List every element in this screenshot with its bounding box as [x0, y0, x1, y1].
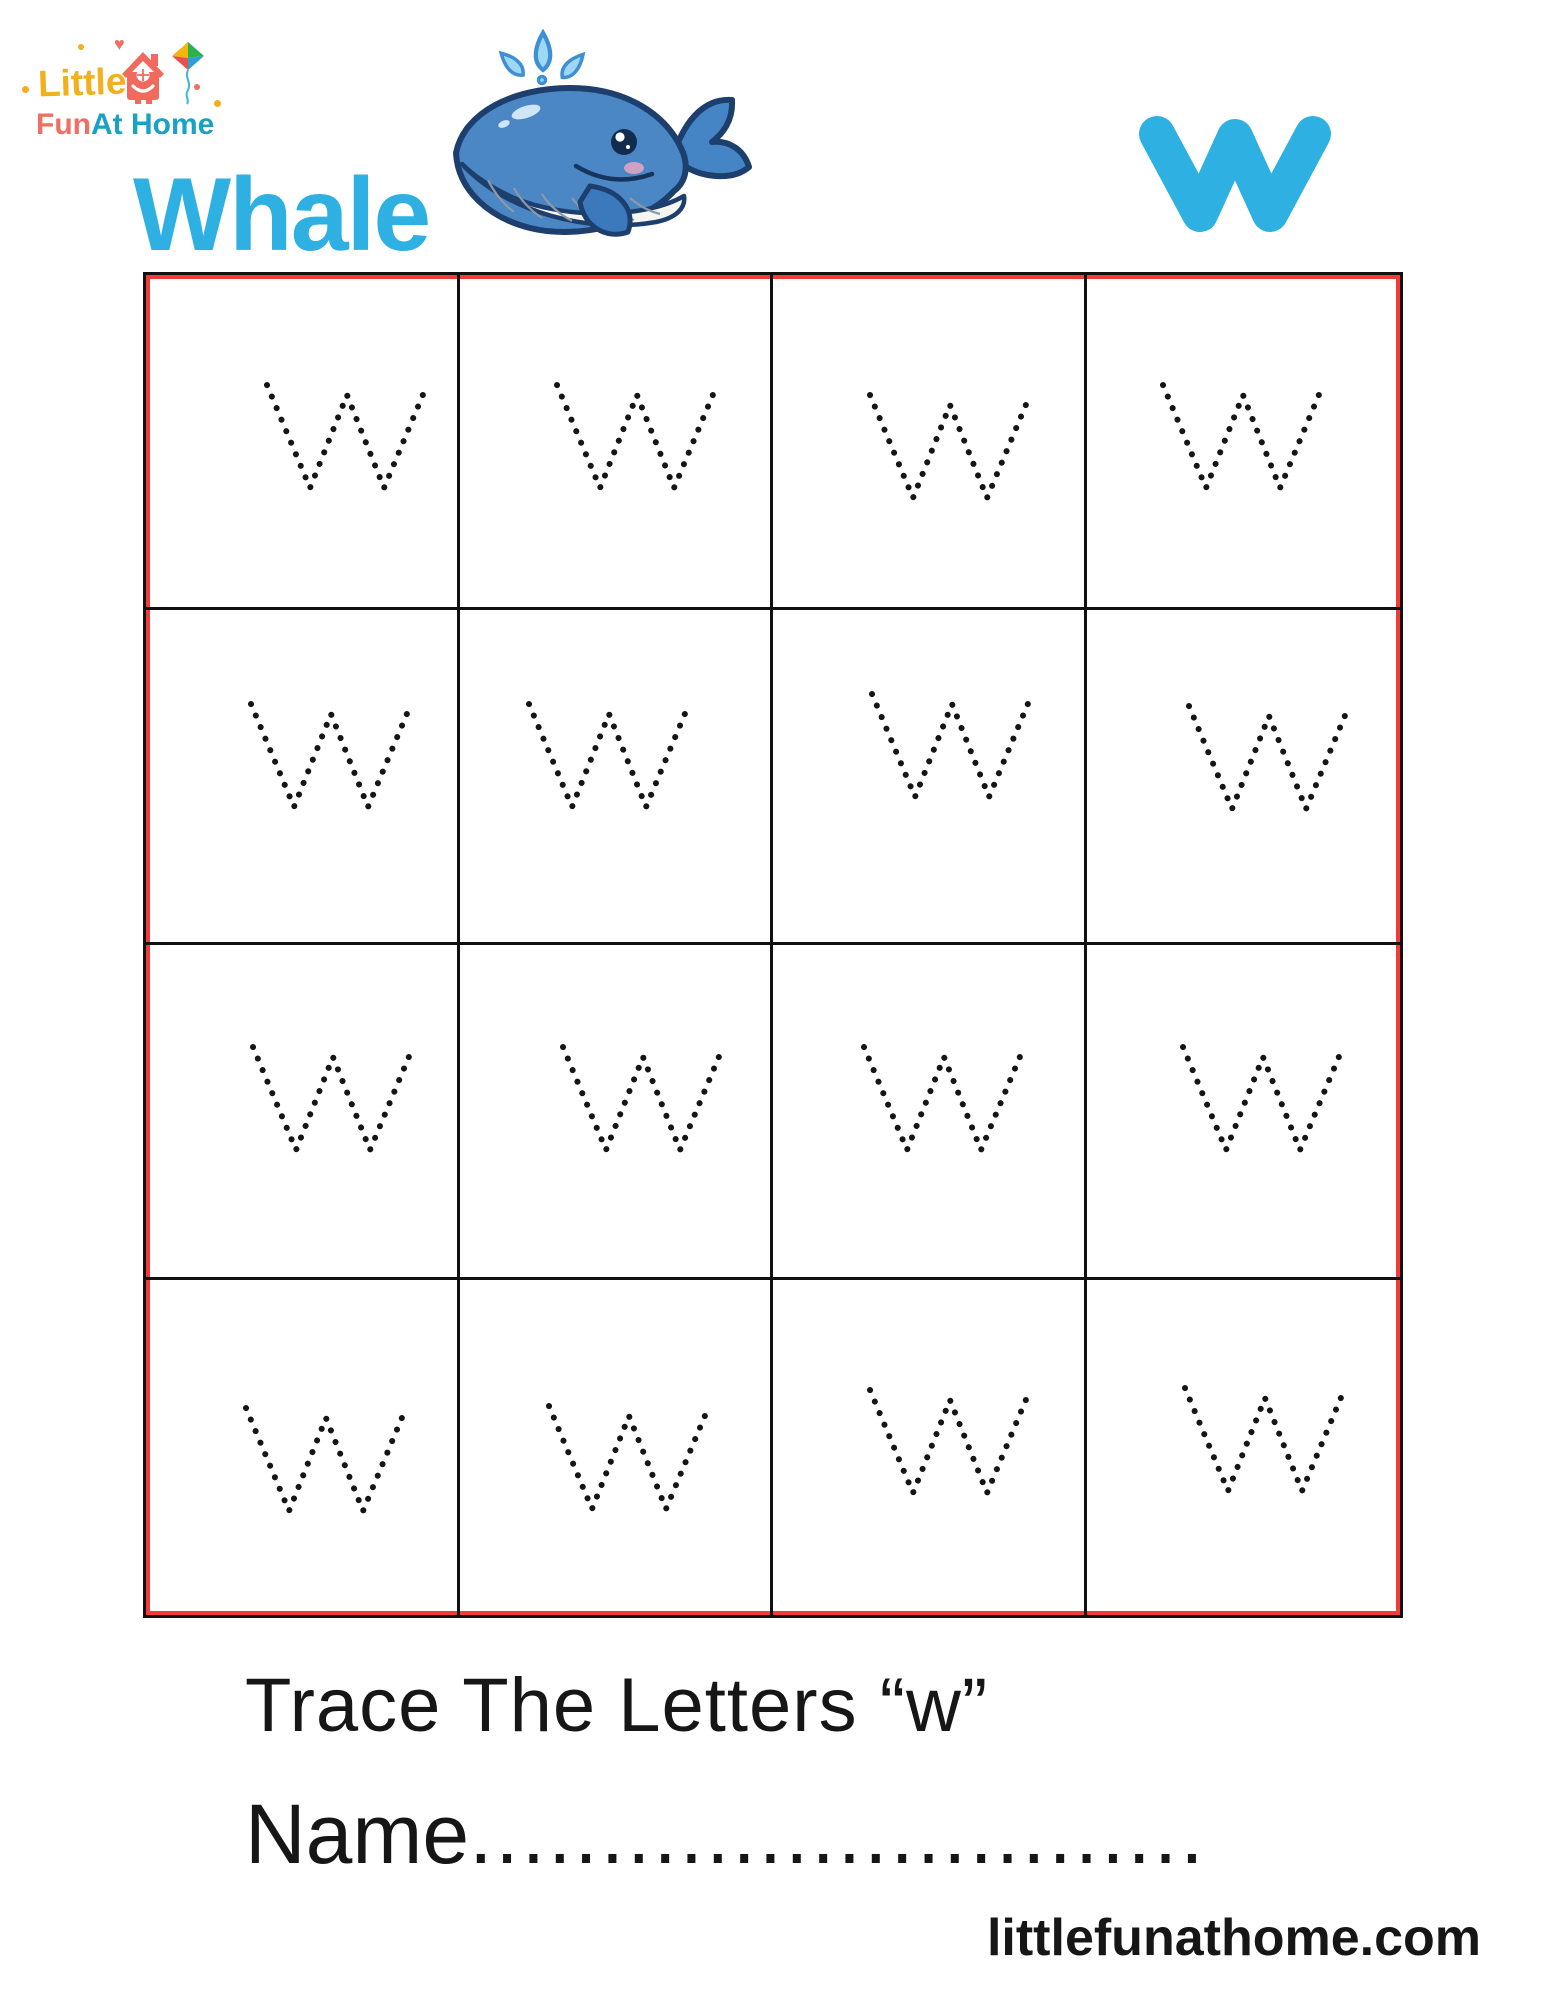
heart-icon: ♥ — [114, 34, 125, 54]
dotted-letter-w — [867, 1384, 1033, 1500]
dotted-letter-w — [1186, 700, 1352, 816]
logo-text-at: At — [90, 108, 123, 141]
house-icon — [118, 48, 170, 104]
instruction-text: Trace The Letters “w” — [245, 1663, 989, 1748]
trace-cell — [773, 945, 1087, 1280]
dotted-letter-w — [248, 698, 414, 814]
dotted-letter-w — [560, 1041, 726, 1157]
trace-cell — [773, 610, 1087, 945]
dot-decoration — [194, 84, 200, 90]
brand-logo — [18, 34, 258, 150]
trace-cell — [146, 275, 460, 610]
trace-cell — [1087, 610, 1401, 945]
dot-decoration — [22, 86, 29, 93]
trace-cell — [460, 945, 774, 1280]
trace-grid-cells — [146, 275, 1400, 1615]
dotted-letter-w — [861, 1041, 1027, 1157]
logo-text-line2 — [36, 108, 214, 142]
dotted-letter-w — [1182, 1382, 1348, 1498]
trace-cell — [1087, 945, 1401, 1280]
trace-grid — [143, 272, 1403, 1618]
logo-text-fun: Fun — [36, 108, 91, 141]
dotted-letter-w — [867, 389, 1033, 505]
name-line — [245, 1786, 1207, 1883]
trace-cell — [460, 275, 774, 610]
worksheet-title: Whale — [133, 157, 430, 273]
name-dotted-line: ............................ — [469, 1787, 1207, 1881]
trace-cell — [460, 610, 774, 945]
whale-illustration — [448, 28, 783, 268]
dotted-letter-w — [250, 1041, 416, 1157]
trace-cell — [460, 1280, 774, 1615]
trace-cell — [773, 1280, 1087, 1615]
trace-cell — [1087, 1280, 1401, 1615]
logo-text-home: Home — [122, 108, 215, 141]
dotted-letter-w — [243, 1402, 409, 1518]
logo-text-little: Little — [37, 60, 128, 105]
big-letter-w — [1136, 114, 1334, 236]
trace-cell — [146, 1280, 460, 1615]
kite-icon — [166, 40, 210, 106]
dotted-letter-w — [1180, 1041, 1346, 1157]
name-label: Name — [245, 1787, 470, 1881]
dotted-letter-w — [869, 688, 1035, 804]
trace-cell — [146, 945, 460, 1280]
trace-cell — [773, 275, 1087, 610]
dotted-letter-w — [546, 1400, 712, 1516]
dotted-letter-w — [526, 698, 692, 814]
dotted-letter-w — [554, 379, 720, 495]
dot-decoration — [78, 44, 84, 50]
trace-cell — [146, 610, 460, 945]
website-url: littlefunathome.com — [986, 1909, 1481, 1967]
dotted-letter-w — [1160, 379, 1326, 495]
dot-decoration — [214, 100, 221, 107]
dotted-letter-w — [264, 379, 430, 495]
trace-cell — [1087, 275, 1401, 610]
